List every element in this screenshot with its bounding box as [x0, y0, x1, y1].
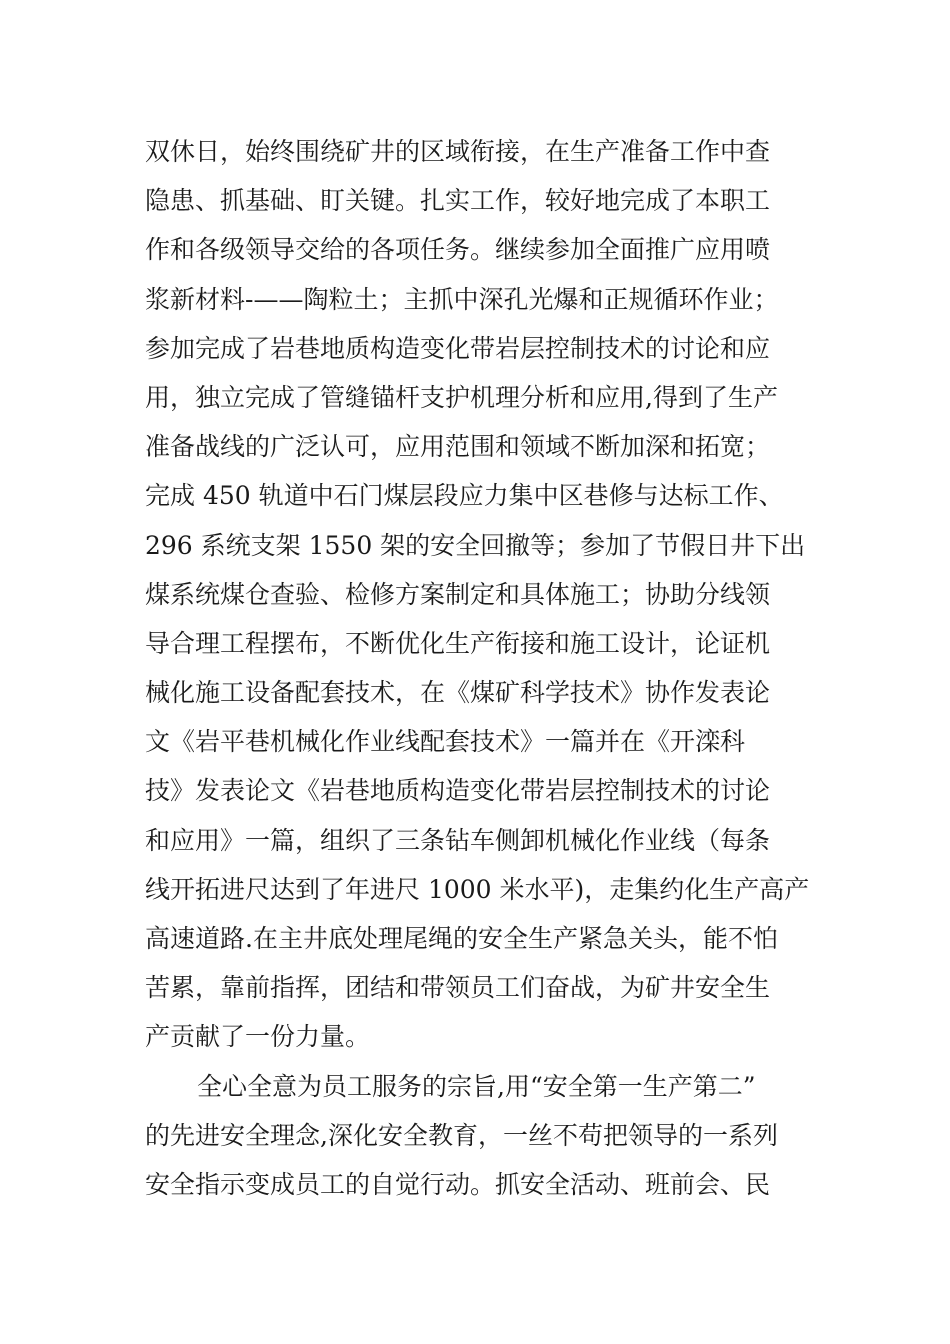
text-line: 准备战线的广泛认可，应用范围和领域不断加深和拓宽；: [145, 432, 771, 462]
text-line: 导合理工程摆布，不断优化生产衔接和施工设计，论证机: [145, 628, 771, 658]
text-line: 296 系统支架 1550 架的安全回撤等；参加了节假日井下出: [145, 530, 806, 560]
text-line: 完成 450 轨道中石门煤层段应力集中区巷修与达标工作、: [145, 481, 784, 511]
text-line: 煤系统煤仓查验、检修方案制定和具体施工；协助分线领: [145, 579, 771, 609]
text-line: 的先进安全理念,深化安全教育，一丝不苟把领导的一系列: [145, 1120, 778, 1150]
paragraph-start-line: 全心全意为员工服务的宗旨,用“安全第一生产第二”: [197, 1071, 756, 1101]
text-line: 产贡献了一份力量。: [145, 1022, 371, 1052]
text-line: 文《岩平巷机械化作业线配套技术》一篇并在《开滦科: [145, 727, 746, 757]
text-line: 作和各级领导交给的各项任务。继续参加全面推广应用喷: [145, 235, 771, 265]
text-line: 参加完成了岩巷地质构造变化带岩层控制技术的讨论和应: [145, 333, 771, 363]
text-line: 苦累，靠前指挥，团结和带领员工们奋战，为矿井安全生: [145, 973, 771, 1003]
text-line: 浆新材料-——陶粒土；主抓中深孔光爆和正规循环作业；: [145, 284, 779, 314]
text-line: 械化施工设备配套技术，在《煤矿科学技术》协作发表论: [145, 678, 771, 708]
text-line: 和应用》一篇，组织了三条钻车侧卸机械化作业线（每条: [145, 825, 771, 855]
text-line: 线开拓进尺达到了年进尺 1000 米水平)，走集约化生产高产: [145, 874, 810, 904]
text-line: 技》发表论文《岩巷地质构造变化带岩层控制技术的讨论: [145, 776, 771, 806]
text-line: 安全指示变成员工的自觉行动。抓安全活动、班前会、民: [145, 1169, 771, 1199]
text-line: 高速道路.在主井底处理尾绳的安全生产紧急关头，能不怕: [145, 924, 778, 953]
text-line: 用，独立完成了管缝锚杆支护机理分析和应用,得到了生产: [145, 382, 778, 412]
text-line: 隐患、抓基础、盯关键。扎实工作，较好地完成了本职工: [145, 186, 771, 216]
text-line: 双休日，始终围绕矿井的区域衔接，在生产准备工作中查: [145, 137, 771, 166]
body-text: [145, 127, 825, 1209]
